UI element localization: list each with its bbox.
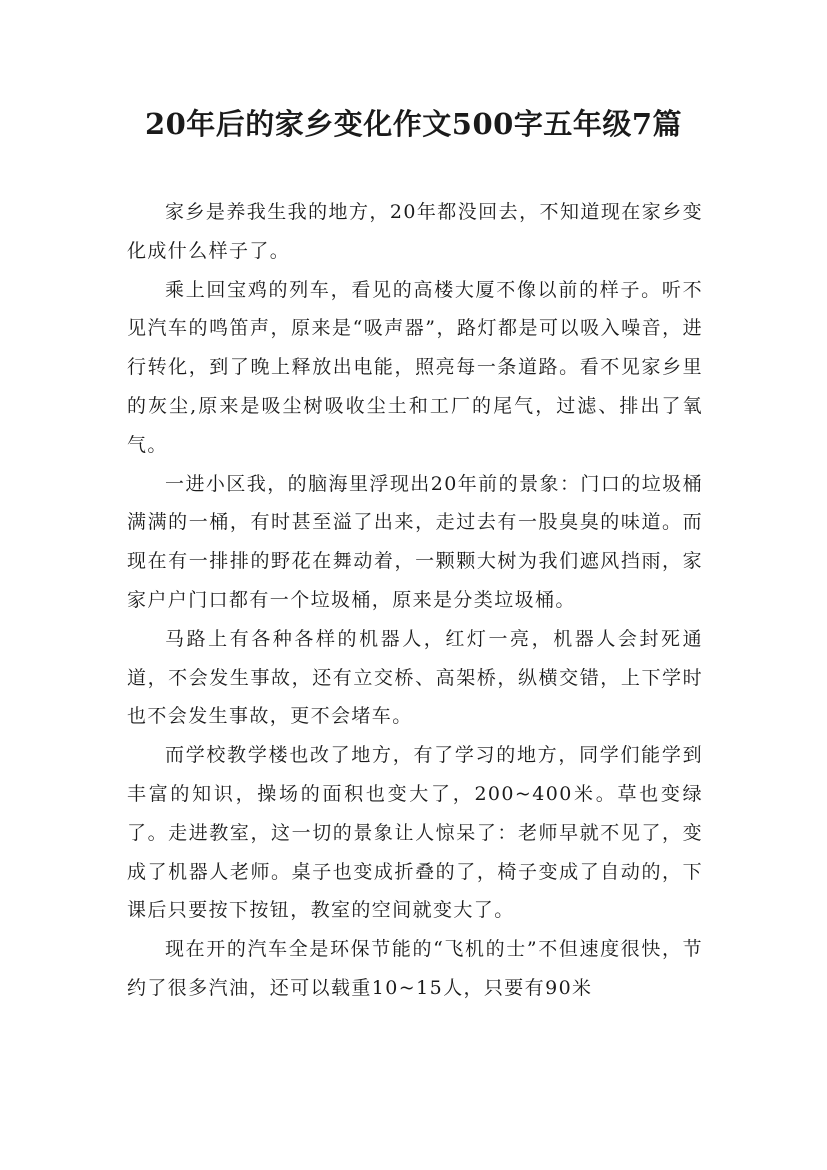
paragraph-2: 乘上回宝鸡的列车，看见的高楼大厦不像以前的样子。听不见汽车的鸣笛声，原来是“吸声器”，路灯都是可以吸入噪音，进行转化，到了晚上释放出电能，照亮每一条道路。看不见家乡里的灰尘,原来是吸尘树吸收尘土和工厂的尾气，过滤、排出了氧气。 (127, 278, 703, 456)
paragraph-3: 一进小区我，的脑海里浮现出20年前的景象：门口的垃圾桶满满的一桶，有时甚至溢了出来，走过去有一股臭臭的味道。而现在有一排排的野花在舞动着，一颗颗大树为我们遮风挡雨，家家户户门口都有一个垃圾桶，原来是分类垃圾桶。 (127, 472, 703, 611)
paragraph-5: 而学校教学楼也改了地方，有了学习的地方，同学们能学到丰富的知识，操场的面积也变大了，200~400米。草也变绿了。走进教室，这一切的景象让人惊呆了：老师早就不见了，变成了机器人老师。桌子也变成折叠的了，椅子变成了自动的，下课后只要按下按钮，教室的空间就变大了。 (127, 744, 703, 922)
paragraph-4: 马路上有各种各样的机器人，红灯一亮，机器人会封死通道，不会发生事故，还有立交桥、高架桥，纵横交错，上下学时也不会发生事故，更不会堵车。 (127, 627, 703, 728)
paragraph-1: 家乡是养我生我的地方，20年都没回去，不知道现在家乡变化成什么样子了。 (127, 201, 703, 262)
paragraph-6: 现在开的汽车全是环保节能的“飞机的士”不但速度很快，节约了很多汽油，还可以载重10~15人，只要有90米 (127, 938, 703, 999)
page-title: 20年后的家乡变化作文500字五年级7篇 (144, 107, 683, 141)
essay-body (127, 193, 703, 1008)
